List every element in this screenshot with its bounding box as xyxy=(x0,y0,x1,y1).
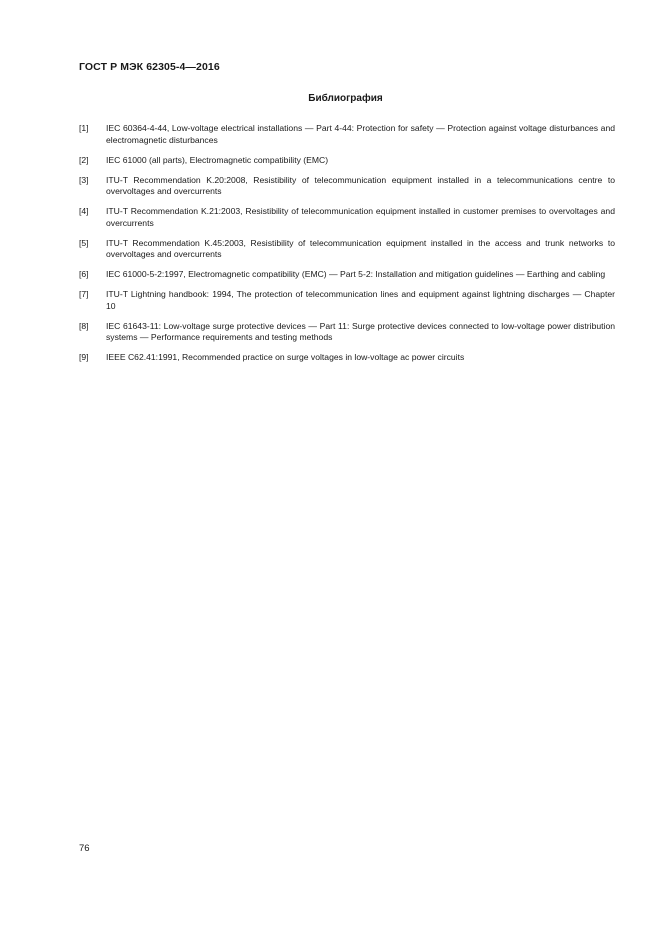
bibliography-entry xyxy=(79,206,615,229)
entry-text: ITU-T Lightning handbook: 1994, The protection of telecommunication lines and equipment against lightning discharges — Chapter 10 xyxy=(106,289,615,311)
bibliography-entry xyxy=(79,352,615,364)
entry-text: ITU-T Recommendation K.21:2003, Resistibility of telecommunication equipment installed in customer premises to overvoltages and overcurrents xyxy=(106,206,615,228)
page-number: 76 xyxy=(79,843,90,854)
entry-text: IEC 60364-4-44, Low-voltage electrical installations — Part 4-44: Protection for safety — Protection against voltage disturbances and electromagnetic disturbances xyxy=(106,123,615,145)
entry-number: [9] xyxy=(79,352,89,362)
entry-text: ITU-T Recommendation K.45:2003, Resistibility of telecommunication equipment installed in the access and trunk networks to overvoltages and overcurrents xyxy=(106,237,615,259)
entry-number: [4] xyxy=(79,206,89,216)
bibliography-entry xyxy=(79,175,615,198)
bibliography-entry xyxy=(79,289,615,312)
bibliography-entry xyxy=(79,123,615,146)
entry-number: [8] xyxy=(79,320,89,331)
entry-number: [5] xyxy=(79,237,89,248)
entry-text: ITU-T Recommendation K.20:2008, Resistibility of telecommunication equipment installed in a telecommunications centre to overvoltages and overcurrents xyxy=(106,174,615,196)
bibliography-entry xyxy=(79,155,615,167)
entry-number: [6] xyxy=(79,269,89,279)
entry-text: IEC 61000-5-2:1997, Electromagnetic compatibility (EMC) — Part 5-2: Installation and mitigation guidelines — Earthing and cabling xyxy=(106,269,606,279)
bibliography-entry xyxy=(79,321,615,344)
entry-number: [7] xyxy=(79,289,89,299)
bibliography-entry xyxy=(79,269,615,281)
entry-text: IEC 61000 (all parts), Electromagnetic compatibility (EMC) xyxy=(106,154,329,165)
entry-text: IEEE C62.41:1991, Recommended practice on surge voltages in low-voltage ac power circuits xyxy=(106,352,465,362)
bibliography-entry xyxy=(79,238,615,261)
entry-text: IEC 61643-11: Low-voltage surge protective devices — Part 11: Surge protective devices connected to low-voltage power distribution systems — Performance requirements and testing methods xyxy=(106,320,615,342)
bibliography-title: Библиография xyxy=(308,93,383,104)
document-standard-header: ГОСТ Р МЭК 62305-4—2016 xyxy=(79,61,220,73)
entry-number: [3] xyxy=(79,174,89,185)
bibliography-list xyxy=(79,123,615,372)
entry-number: [1] xyxy=(79,123,89,133)
entry-number: [2] xyxy=(79,154,89,165)
